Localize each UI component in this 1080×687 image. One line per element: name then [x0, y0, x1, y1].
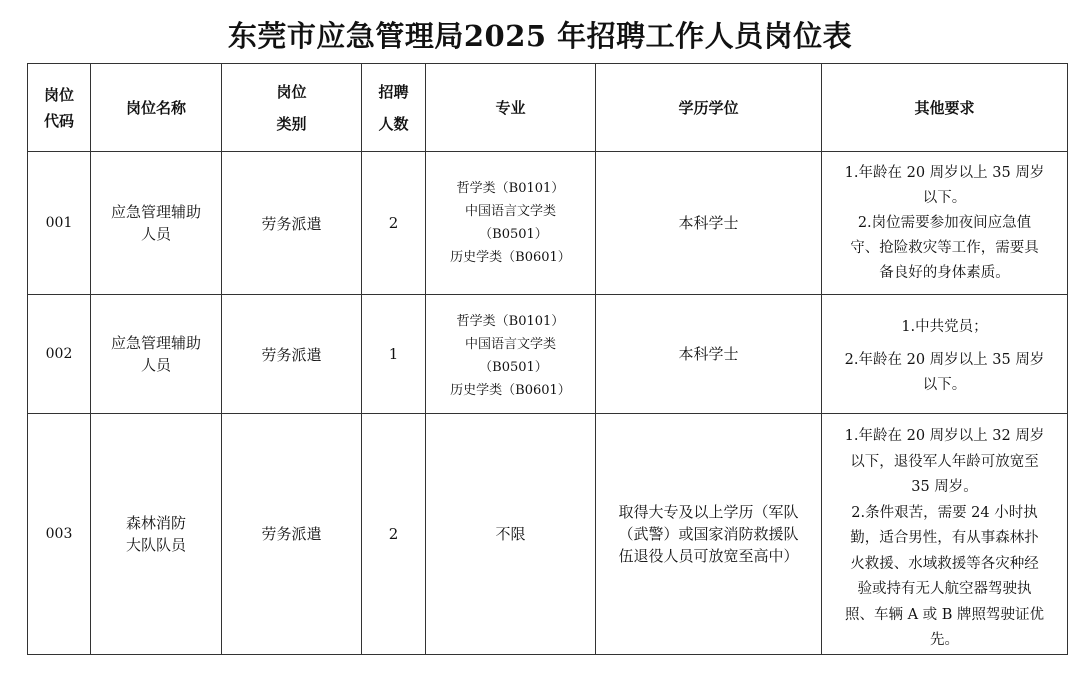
requirement-item: 2.年龄在 20 周岁以上 35 周岁 以下。 — [844, 351, 1045, 393]
header-education: 学历学位 — [596, 64, 822, 152]
cell-count: 1 — [362, 295, 426, 414]
table-header-row — [28, 64, 1068, 152]
cell-major: 哲学类（B0101） 中国语言文学类 （B0501） 历史学类（B0601） — [426, 295, 596, 414]
cell-name: 森林消防 大队队员 — [91, 414, 222, 655]
cell-education: 本科学士 — [596, 152, 822, 295]
table-row — [28, 295, 1068, 414]
cell-type: 劳务派遣 — [222, 414, 362, 655]
document-title: 东莞市应急管理局2025 年招聘工作人员岗位表 — [227, 19, 853, 53]
cell-type: 劳务派遣 — [222, 152, 362, 295]
cell-count: 2 — [362, 414, 426, 655]
requirement-item: 1.中共党员； — [901, 318, 988, 335]
cell-code: 001 — [28, 152, 91, 295]
cell-education: 本科学士 — [596, 295, 822, 414]
cell-other — [822, 295, 1068, 414]
cell-name: 应急管理辅助 人员 — [91, 152, 222, 295]
table-row — [28, 414, 1068, 655]
requirement-item: 2.条件艰苦，需要 24 小时执 勤，适合男性，有从事森林扑 火救援、水域救援等各灾种经 验或持有无人航空器驾驶执 照、车辆 A 或 B 牌照驾驶证优 先。 — [844, 504, 1045, 648]
cell-type: 劳务派遣 — [222, 295, 362, 414]
cell-other — [822, 414, 1068, 655]
cell-education: 取得大专及以上学历（军队 （武警）或国家消防救援队 伍退役人员可放宽至高中） — [596, 414, 822, 655]
requirement-item: 1.年龄在 20 周岁以上 32 周岁 以下，退役军人年龄可放宽至 35 周岁。 — [844, 428, 1045, 495]
requirement-item: 2.岗位需要参加夜间应急值 守、抢险救灾等工作，需要具 备良好的身体素质。 — [850, 214, 1039, 281]
cell-name: 应急管理辅助 人员 — [91, 295, 222, 414]
cell-major: 哲学类（B0101） 中国语言文学类 （B0501） 历史学类（B0601） — [426, 152, 596, 295]
cell-major: 不限 — [426, 414, 596, 655]
cell-count: 2 — [362, 152, 426, 295]
header-count: 招聘 人数 — [362, 64, 426, 152]
table-row — [28, 152, 1068, 295]
cell-code: 002 — [28, 295, 91, 414]
cell-code: 003 — [28, 414, 91, 655]
header-other: 其他要求 — [822, 64, 1068, 152]
header-type: 岗位 类别 — [222, 64, 362, 152]
positions-table — [27, 63, 1068, 655]
header-name: 岗位名称 — [91, 64, 222, 152]
header-major: 专业 — [426, 64, 596, 152]
requirement-item: 1.年龄在 20 周岁以上 35 周岁 以下。 — [844, 164, 1045, 206]
header-code: 岗位 代码 — [28, 64, 91, 152]
cell-other — [822, 152, 1068, 295]
